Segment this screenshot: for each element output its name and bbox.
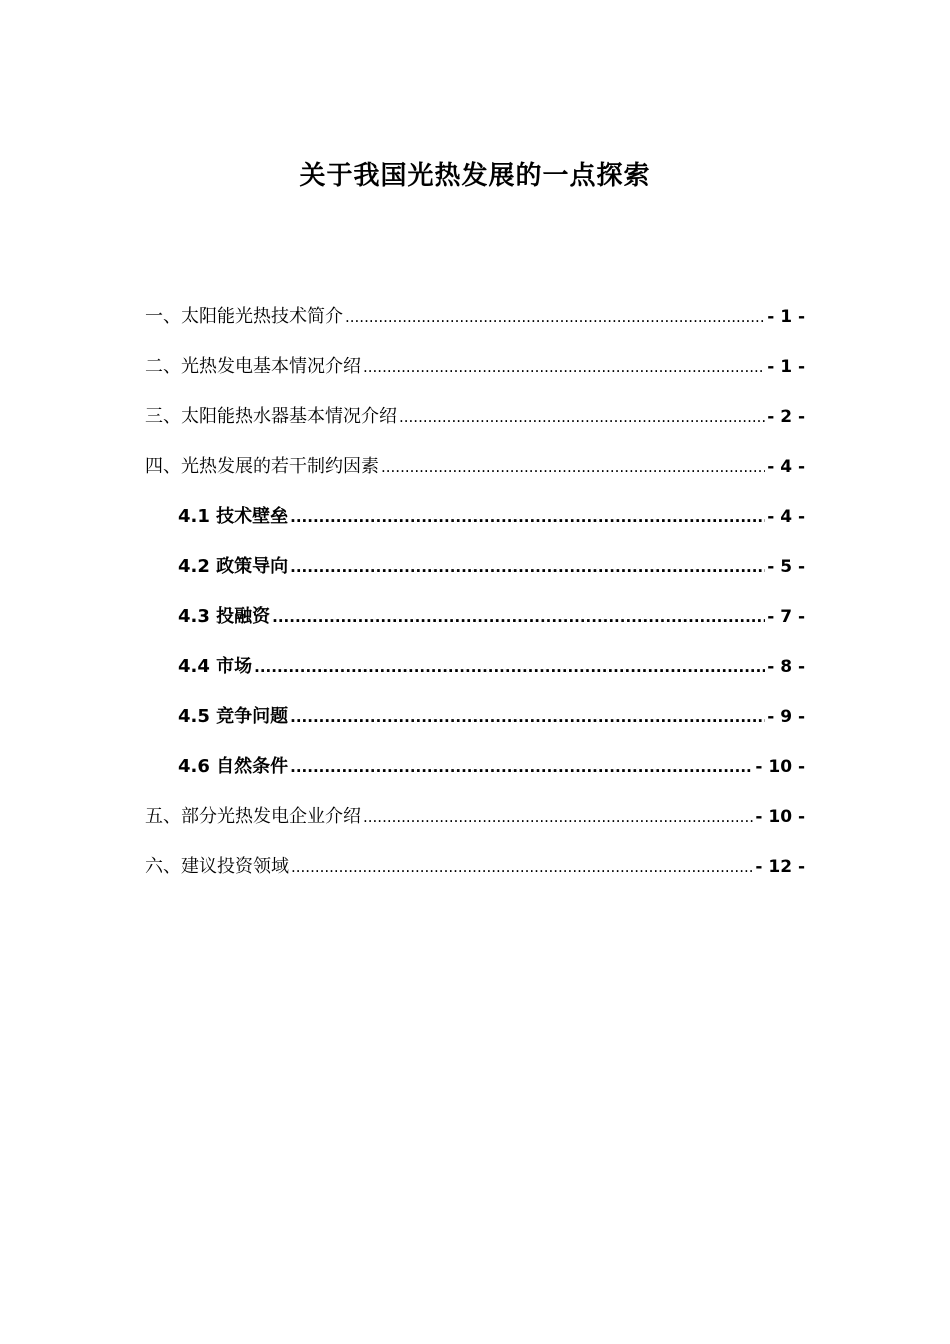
toc-entry-5[interactable] <box>145 792 805 842</box>
table-of-contents <box>145 292 805 892</box>
toc-entry-label: 4.4 市场 <box>178 656 253 677</box>
toc-dot-leader <box>381 442 765 492</box>
toc-entry-label: 六、建议投资领域 <box>145 856 289 877</box>
toc-entry-2[interactable] <box>145 342 805 392</box>
toc-page-number: - 10 - <box>755 757 805 777</box>
toc-dot-leader <box>254 642 765 692</box>
toc-entry-label: 4.1 技术壁垒 <box>178 506 289 527</box>
toc-entry-label: 4.3 投融资 <box>178 606 271 627</box>
document-title: 关于我国光热发展的一点探索 <box>299 161 651 191</box>
toc-page-number: - 7 - <box>767 607 805 627</box>
toc-entry-label: 一、太阳能光热技术简介 <box>145 306 343 327</box>
toc-dot-leader <box>345 292 765 342</box>
toc-dot-leader <box>272 592 765 642</box>
toc-page-number: - 12 - <box>755 857 805 877</box>
toc-entry-1[interactable] <box>145 292 805 342</box>
toc-dot-leader <box>399 392 765 442</box>
toc-dot-leader <box>290 692 765 742</box>
toc-page-number: - 9 - <box>767 707 805 727</box>
toc-entry-4-4[interactable] <box>145 642 805 692</box>
toc-page-number: - 1 - <box>767 357 805 377</box>
toc-dot-leader <box>290 742 753 792</box>
toc-entry-4[interactable] <box>145 442 805 492</box>
toc-entry-label: 二、光热发电基本情况介绍 <box>145 356 361 377</box>
toc-page-number: - 10 - <box>755 807 805 827</box>
toc-page-number: - 4 - <box>767 507 805 527</box>
toc-entry-label: 4.5 竞争问题 <box>178 706 289 727</box>
toc-entry-label: 4.2 政策导向 <box>178 556 289 577</box>
toc-entry-4-2[interactable] <box>145 542 805 592</box>
toc-page-number: - 2 - <box>767 407 805 427</box>
toc-entry-4-5[interactable] <box>145 692 805 742</box>
toc-dot-leader <box>363 792 753 842</box>
toc-entry-4-1[interactable] <box>145 492 805 542</box>
toc-dot-leader <box>363 342 765 392</box>
toc-entry-label: 四、光热发展的若干制约因素 <box>145 456 379 477</box>
toc-page-number: - 5 - <box>767 557 805 577</box>
toc-entry-3[interactable] <box>145 392 805 442</box>
toc-page-number: - 4 - <box>767 457 805 477</box>
toc-page-number: - 1 - <box>767 307 805 327</box>
toc-entry-4-6[interactable] <box>145 742 805 792</box>
toc-entry-6[interactable] <box>145 842 805 892</box>
toc-entry-label: 三、太阳能热水器基本情况介绍 <box>145 406 397 427</box>
toc-dot-leader <box>290 492 765 542</box>
toc-page-number: - 8 - <box>767 657 805 677</box>
toc-entry-label: 五、部分光热发电企业介绍 <box>145 806 361 827</box>
toc-dot-leader <box>290 542 765 592</box>
toc-entry-label: 4.6 自然条件 <box>178 756 289 777</box>
toc-dot-leader <box>291 842 753 892</box>
toc-entry-4-3[interactable] <box>145 592 805 642</box>
